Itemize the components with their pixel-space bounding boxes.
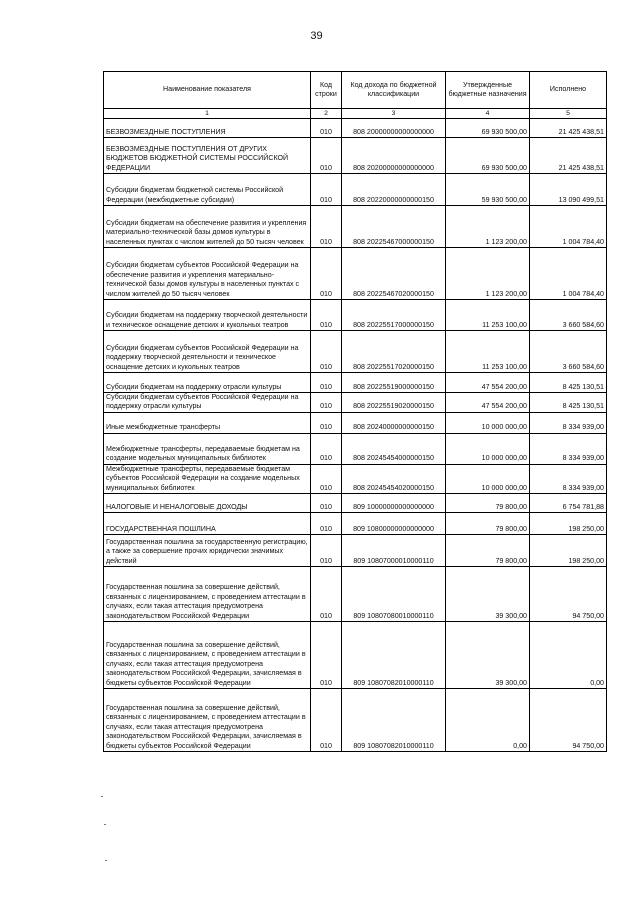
cell-name: Межбюджетные трансферты, передаваемые бюджетам субъектов Российской Федерации на создание модельных муниципальных библиотек [104,464,311,493]
table-row [104,464,607,493]
cell-fact: 3 660 584,60 [530,331,607,373]
cell-name: Государственная пошлина за государственную регистрацию, а также за совершение прочих юридически значимых действий [104,535,311,567]
cell-kbk: 808 20220000000000150 [342,174,446,206]
cell-plan: 69 930 500,00 [446,119,530,138]
cell-name: БЕЗВОЗМЕЗДНЫЕ ПОСТУПЛЕНИЯ ОТ ДРУГИХ БЮДЖЕТОВ БЮДЖЕТНОЙ СИСТЕМЫ РОССИЙСКОЙ ФЕДЕРАЦИИ [104,138,311,174]
cell-fact: 8 425 130,51 [530,393,607,413]
cell-name: Субсидии бюджетам на обеспечение развития и укрепления материально-технической базы домов культуры в населенных пунктах с числом жителей до 50 тысяч человек [104,206,311,248]
cell-fact: 6 754 781,88 [530,494,607,513]
cell-kbk: 808 20225517020000150 [342,331,446,373]
table-row [104,513,607,535]
column-number: 5 [530,109,607,119]
table-body [104,119,607,752]
table-row [104,535,607,567]
cell-code: 010 [311,412,342,433]
cell-name: НАЛОГОВЫЕ И НЕНАЛОГОВЫЕ ДОХОДЫ [104,494,311,513]
cell-plan: 47 554 200,00 [446,393,530,413]
table-row [104,373,607,393]
table-row [104,300,607,331]
cell-plan: 10 000 000,00 [446,464,530,493]
cell-kbk: 809 10000000000000000 [342,494,446,513]
table-row [104,622,607,689]
cell-fact: 94 750,00 [530,689,607,752]
table-row [104,174,607,206]
cell-plan: 39 300,00 [446,567,530,622]
cell-name: БЕЗВОЗМЕЗДНЫЕ ПОСТУПЛЕНИЯ [104,119,311,138]
column-number: 1 [104,109,311,119]
cell-fact: 8 334 939,00 [530,412,607,433]
cell-name: Государственная пошлина за совершение действий, связанных с лицензированием, с проведением аттестации в случаях, если такая аттестация предусмотрена законодательством Российской Федерации, зачисляемая в бюджеты субъектов Российской Федерации [104,689,311,752]
budget-execution-table [103,71,607,752]
cell-kbk: 808 20000000000000000 [342,119,446,138]
cell-name: ГОСУДАРСТВЕННАЯ ПОШЛИНА [104,513,311,535]
cell-kbk: 808 20225467000000150 [342,206,446,248]
cell-code: 010 [311,174,342,206]
header-kbk: Код дохода по бюджетной классификации [342,72,446,109]
cell-code: 010 [311,373,342,393]
cell-plan: 69 930 500,00 [446,138,530,174]
cell-plan: 1 123 200,00 [446,248,530,300]
cell-name: Иные межбюджетные трансферты [104,412,311,433]
header-name: Наименование показателя [104,72,311,109]
cell-code: 010 [311,513,342,535]
cell-fact: 1 004 784,40 [530,248,607,300]
cell-fact: 198 250,00 [530,535,607,567]
cell-fact: 94 750,00 [530,567,607,622]
cell-code: 010 [311,622,342,689]
table-row [104,119,607,138]
cell-fact: 0,00 [530,622,607,689]
cell-plan: 79 800,00 [446,494,530,513]
table-row [104,494,607,513]
table-row [104,433,607,464]
cell-name: Государственная пошлина за совершение действий, связанных с лицензированием, с проведением аттестации в случаях, если такая аттестация предусмотрена законодательством Российской Федерации [104,567,311,622]
cell-fact: 3 660 584,60 [530,300,607,331]
cell-name: Субсидии бюджетам субъектов Российской Федерации на поддержку творческой деятельности и техническое оснащение детских и кукольных театров [104,331,311,373]
margin-mark [101,796,103,797]
cell-kbk: 809 10807000010000110 [342,535,446,567]
cell-code: 010 [311,393,342,413]
cell-kbk: 808 20245454020000150 [342,464,446,493]
cell-code: 010 [311,567,342,622]
header-plan: Утвержденные бюджетные назначения [446,72,530,109]
cell-plan: 10 000 000,00 [446,412,530,433]
cell-name: Субсидии бюджетам бюджетной системы Российской Федерации (межбюджетные субсидии) [104,174,311,206]
table-row [104,567,607,622]
cell-kbk: 808 20225517000000150 [342,300,446,331]
page-number: 39 [310,30,323,42]
cell-code: 010 [311,464,342,493]
cell-kbk: 808 20240000000000150 [342,412,446,433]
cell-code: 010 [311,138,342,174]
cell-name: Субсидии бюджетам на поддержку отрасли культуры [104,373,311,393]
table-row [104,412,607,433]
table-header-row [104,72,607,109]
cell-name: Субсидии бюджетам субъектов Российской Федерации на обеспечение развития и укрепления материально-технической базы домов культуры в населенных пунктах с числом жителей до 50 тысяч человек [104,248,311,300]
cell-code: 010 [311,119,342,138]
cell-code: 010 [311,689,342,752]
cell-plan: 10 000 000,00 [446,433,530,464]
cell-name: Субсидии бюджетам субъектов Российской Федерации на поддержку отрасли культуры [104,393,311,413]
cell-fact: 8 425 130,51 [530,373,607,393]
header-code: Код строки [311,72,342,109]
column-number: 3 [342,109,446,119]
cell-plan: 47 554 200,00 [446,373,530,393]
table-row [104,248,607,300]
cell-fact: 21 425 438,51 [530,119,607,138]
cell-name: Субсидии бюджетам на поддержку творческой деятельности и техническое оснащение детских и кукольных театров [104,300,311,331]
header-fact: Исполнено [530,72,607,109]
table-row [104,393,607,413]
cell-kbk: 808 20225519000000150 [342,373,446,393]
cell-kbk: 808 20200000000000000 [342,138,446,174]
table-row [104,689,607,752]
cell-fact: 13 090 499,51 [530,174,607,206]
table-row [104,138,607,174]
table-row [104,206,607,248]
cell-kbk: 809 10807082010000110 [342,689,446,752]
cell-code: 010 [311,494,342,513]
table-row [104,331,607,373]
cell-plan: 79 800,00 [446,513,530,535]
margin-mark [104,824,106,825]
cell-fact: 8 334 939,00 [530,433,607,464]
cell-plan: 39 300,00 [446,622,530,689]
cell-plan: 0,00 [446,689,530,752]
margin-mark [105,860,107,861]
cell-fact: 8 334 939,00 [530,464,607,493]
cell-fact: 21 425 438,51 [530,138,607,174]
cell-plan: 79 800,00 [446,535,530,567]
cell-kbk: 808 20225467020000150 [342,248,446,300]
cell-plan: 59 930 500,00 [446,174,530,206]
cell-kbk: 808 20245454000000150 [342,433,446,464]
cell-code: 010 [311,248,342,300]
cell-code: 010 [311,206,342,248]
cell-code: 010 [311,331,342,373]
cell-kbk: 808 20225519020000150 [342,393,446,413]
cell-fact: 198 250,00 [530,513,607,535]
cell-fact: 1 004 784,40 [530,206,607,248]
cell-code: 010 [311,300,342,331]
cell-kbk: 809 10800000000000000 [342,513,446,535]
cell-plan: 1 123 200,00 [446,206,530,248]
cell-code: 010 [311,535,342,567]
cell-plan: 11 253 100,00 [446,300,530,331]
column-number-row [104,109,607,119]
column-number: 4 [446,109,530,119]
cell-code: 010 [311,433,342,464]
cell-name: Государственная пошлина за совершение действий, связанных с лицензированием, с проведением аттестации в случаях, если такая аттестация предусмотрена законодательством Российской Федерации, зачисляемая в бюджеты субъектов Российской Федерации [104,622,311,689]
column-number: 2 [311,109,342,119]
cell-kbk: 809 10807082010000110 [342,622,446,689]
cell-name: Межбюджетные трансферты, передаваемые бюджетам на создание модельных муниципальных библиотек [104,433,311,464]
cell-kbk: 809 10807080010000110 [342,567,446,622]
cell-plan: 11 253 100,00 [446,331,530,373]
